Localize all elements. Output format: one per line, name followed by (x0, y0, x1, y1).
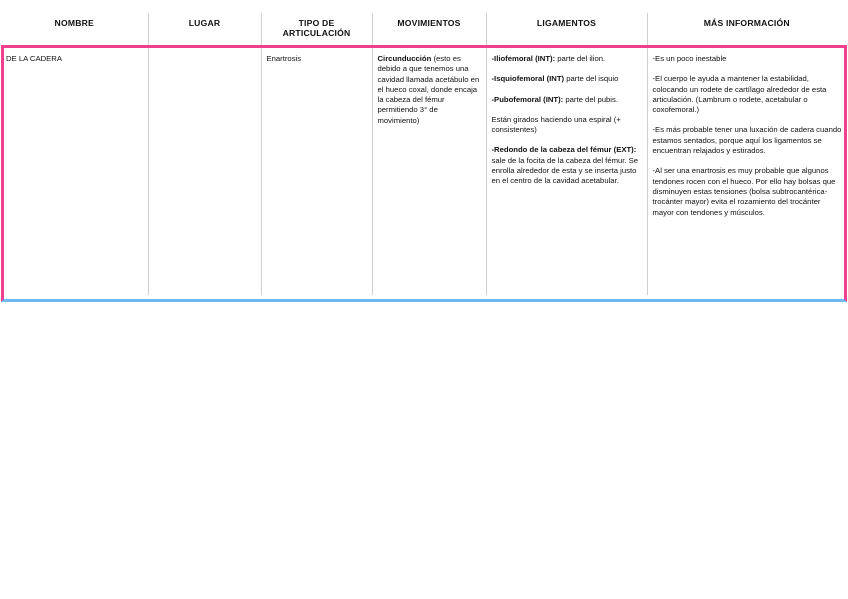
ligamento-item (492, 54, 643, 64)
ligamento-text: sale de la focita de la cabeza del fémur. Se enrolla alrededor de esta y se inserta justo en el centro de la cavidad acetabular. (491, 155, 639, 186)
header-lugar: LUGAR (148, 13, 261, 47)
ligamento-item (492, 74, 643, 84)
header-tipo: TIPO DE ARTICULACIÓN (261, 13, 372, 47)
ligamento-text: parte del pubis. (563, 94, 618, 104)
info-item: -Al ser una enartrosis es muy probable que algunos tendones rocen con el hueco. Por ello hay bolsas que disminuyen estas tensiones (bolsa subtrocantérica- trocánter mayor) evita el rozamiento del trocánter mayor con tendones y músculos. (652, 166, 836, 217)
cell-tipo: Enartrosis (261, 47, 372, 295)
info-item: -Es más probable tener una luxación de cadera cuando estamos sentados, porque aquí los ligamentos se encuentran relajados y estirados. (652, 125, 842, 156)
info-item: -Es un poco inestable (652, 54, 727, 63)
header-nombre: NOMBRE (54, 18, 94, 28)
ligamento-item (492, 95, 643, 105)
header-ligamentos: LIGAMENTOS (486, 13, 647, 47)
table-row (1, 47, 846, 295)
ligamento-text: parte del isquio (564, 74, 619, 84)
ligamento-lead: -Redondo de la cabeza del fémur (EXT): (491, 145, 637, 155)
movimientos-bold: Circunducción (377, 54, 432, 63)
cell-ligamentos (486, 47, 647, 295)
cell-info (647, 47, 846, 295)
cell-lugar (148, 47, 261, 295)
cell-movimientos (372, 47, 486, 295)
ligamento-lead: -Isquiofemoral (INT) (491, 74, 565, 84)
ligamento-lead: -Pubofemoral (INT): (491, 94, 564, 104)
ligamento-item (492, 145, 643, 186)
joints-table (1, 13, 846, 295)
ligamento-item (492, 115, 643, 136)
header-movimientos: MOVIMIENTOS (372, 13, 486, 47)
header-row (1, 13, 846, 47)
cell-nombre: DE LA CADERA (6, 54, 62, 63)
ligamento-text: Están girados haciendo una espiral (+ consistentes) (491, 114, 621, 135)
info-item: -El cuerpo le ayuda a mantener la estabilidad, colocando un rodete de cartílago alrededor de esta articulación. (Lambrum o rodete, acetabular o coxofemoral.) (652, 74, 827, 115)
ligamento-text: parte del ilion. (555, 54, 606, 63)
movimientos-text: (esto es debido a que tenemos una cavidad llamada acetábulo en el hueco coxal, donde encaja la cabeza del fémur permitiendo 3° de movimiento) (377, 54, 480, 125)
header-info: MÁS INFORMACIÓN (647, 13, 846, 47)
ligamento-lead: -Iliofemoral (INT): (491, 54, 556, 63)
